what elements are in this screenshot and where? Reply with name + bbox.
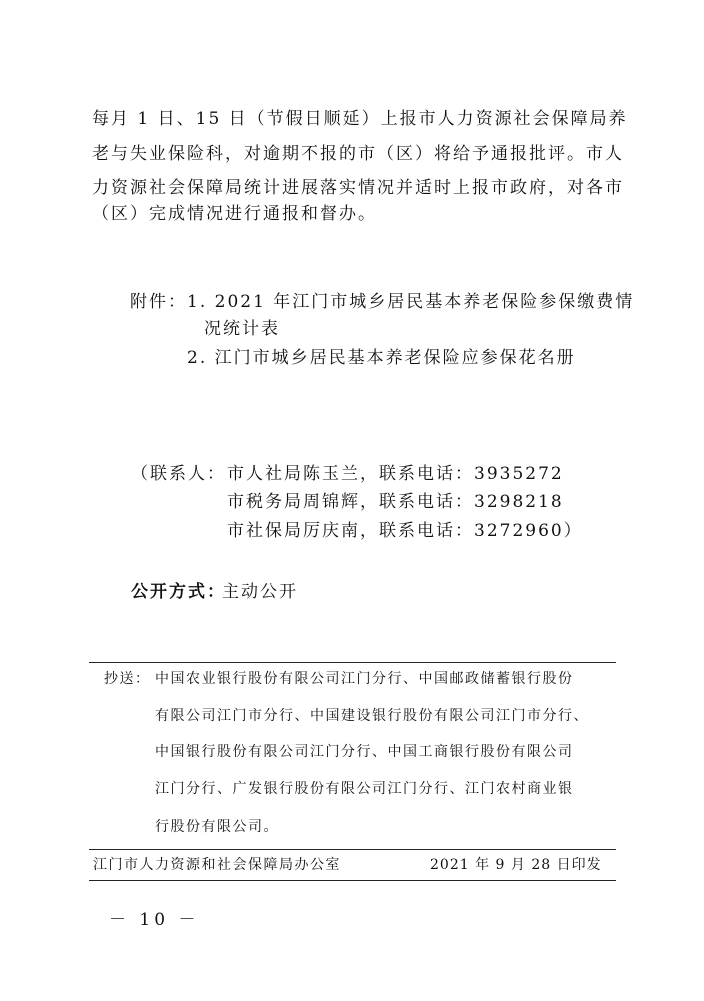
disclosure-label: 公开方式： xyxy=(131,582,226,602)
attachment-item-1-cont: 况统计表 xyxy=(204,319,280,339)
attachments-label: 附件： xyxy=(130,292,187,312)
attachment-item-2: 2. 江门市城乡居民基本养老保险应参保花名册 xyxy=(187,348,576,368)
contacts-label: （联系人： xyxy=(131,464,226,484)
cc-line: 行股份有限公司。 xyxy=(155,819,279,835)
page-number: － 10 － xyxy=(109,910,200,930)
body-line: 力资源社会保障局统计进展落实情况并适时上报市政府，对各市 xyxy=(92,178,624,198)
issuer: 江门市人力资源和社会保障局办公室 xyxy=(93,857,341,873)
cc-line: 中国农业银行股份有限公司江门分行、中国邮政储蓄银行股份 xyxy=(155,671,574,687)
contact-line: 市社保局厉庆南，联系电话：3272960） xyxy=(227,521,583,541)
issue-date: 2021 年 9 月 28 日印发 xyxy=(430,857,602,873)
cc-line: 中国银行股份有限公司江门分行、中国工商银行股份有限公司 xyxy=(155,744,574,760)
body-line: （区）完成情况进行通报和督办。 xyxy=(92,204,377,224)
cc-line: 江门分行、广发银行股份有限公司江门分行、江门农村商业银 xyxy=(155,781,574,797)
body-line: 老与失业保险科，对逾期不报的市（区）将给予通报批评。市人 xyxy=(92,144,624,164)
divider-middle xyxy=(89,849,616,850)
cc-label: 抄送： xyxy=(104,671,151,687)
body-line: 每月 1 日、15 日（节假日顺延）上报市人力资源社会保障局养 xyxy=(92,109,628,129)
cc-line: 有限公司江门市分行、中国建设银行股份有限公司江门市分行、 xyxy=(155,708,589,724)
attachment-item-1: 1. 2021 年江门市城乡居民基本养老保险参保缴费情 xyxy=(187,292,635,312)
contact-line: 市人社局陈玉兰，联系电话：3935272 xyxy=(227,464,564,484)
contact-line: 市税务局周锦辉，联系电话：3298218 xyxy=(227,492,564,512)
disclosure-value: 主动公开 xyxy=(222,582,298,602)
divider-top xyxy=(89,662,616,663)
divider-bottom xyxy=(89,880,616,881)
